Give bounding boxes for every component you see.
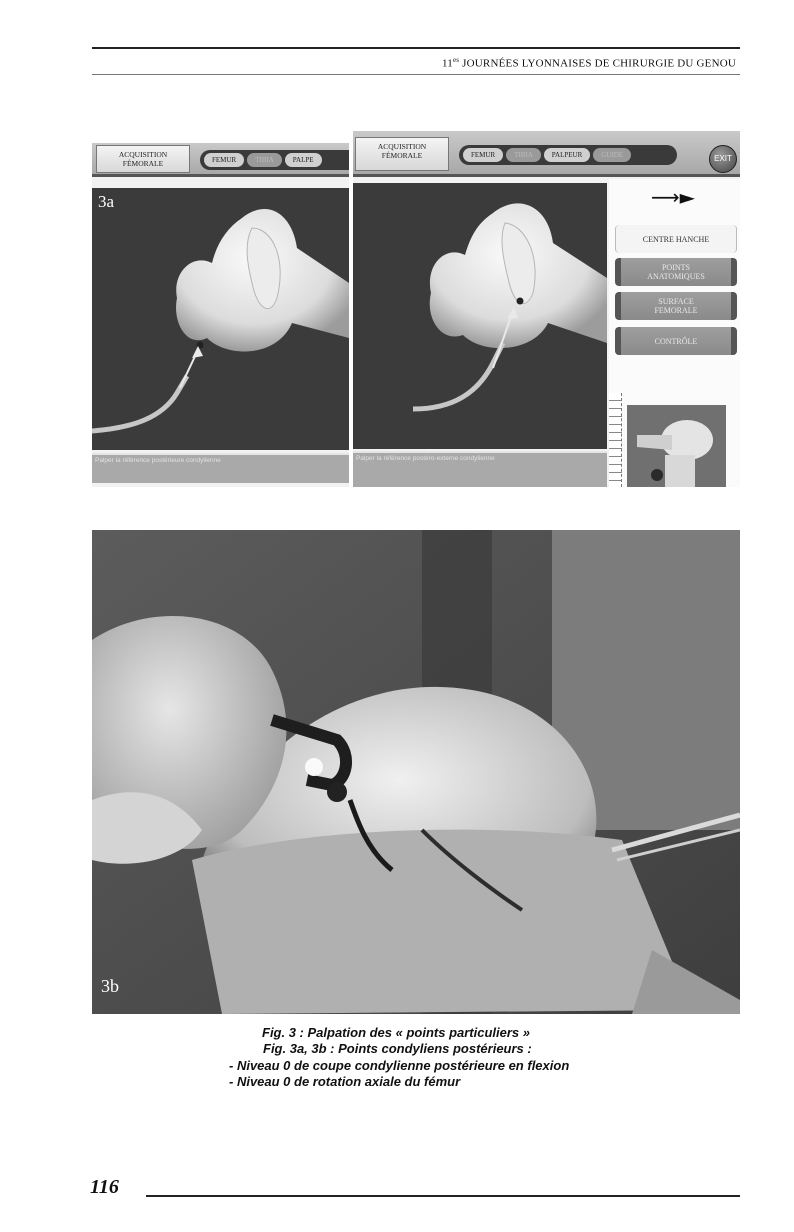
header-ordinal: 11 <box>441 57 453 70</box>
left-tab-femur[interactable]: FEMUR <box>204 153 244 167</box>
next-arrow-icon[interactable]: ⟶► <box>651 185 696 209</box>
right-side-panel <box>609 179 740 487</box>
left-tab-group <box>200 150 349 170</box>
depth-ruler <box>609 393 622 487</box>
palpeur-led <box>305 758 323 776</box>
centre-hanche-label: CENTRE HANCHE <box>642 234 710 244</box>
footer-rule <box>146 1195 740 1197</box>
right-tab-group <box>459 145 677 165</box>
surgical-tissue <box>192 830 692 1014</box>
exit-button[interactable]: EXIT <box>709 145 737 173</box>
left-3d-viewport <box>92 188 349 450</box>
surface-femorale-line1: SURFACE <box>658 297 694 306</box>
left-femur-render <box>92 188 349 450</box>
left-palpeur-probe <box>92 376 187 431</box>
patient-camera-thumbnail <box>627 405 726 487</box>
right-tab-palpeur[interactable]: PALPEUR <box>544 148 590 162</box>
left-acq-line1: ACQUISITION <box>118 150 168 159</box>
right-tab-guide[interactable]: GUIDE <box>593 148 631 162</box>
left-acq-line2: FÉMORALE <box>122 159 164 168</box>
right-status-bar: Palper la référence postéro-externe condylienne <box>353 451 607 487</box>
header-bottom-rule <box>92 74 740 75</box>
right-acquisition-label <box>355 137 449 171</box>
caption-line-1: Fig. 3 : Palpation des « points particuliers » <box>262 1025 531 1040</box>
left-toolbar <box>92 143 349 177</box>
surface-femorale-line2: FEMORALE <box>654 306 698 315</box>
controle-label: CONTRÔLE <box>654 336 698 346</box>
right-tab-femur[interactable]: FEMUR <box>463 148 503 162</box>
thumbnail-scene <box>627 405 726 487</box>
running-header <box>442 56 736 70</box>
right-acq-line1: ACQUISITION <box>377 142 427 151</box>
right-femur-render <box>353 183 607 449</box>
left-tab-tibia[interactable]: TIBIA <box>247 153 282 167</box>
figure-3b-photo <box>92 530 740 1014</box>
figure-3a-left-screen <box>92 143 349 487</box>
right-acq-line2: FÉMORALE <box>381 151 423 160</box>
figure-3b-label: 3b <box>101 976 119 996</box>
right-3d-viewport <box>353 183 607 449</box>
right-tab-tibia[interactable]: TIBIA <box>506 148 541 162</box>
page-number: 116 <box>90 1176 119 1198</box>
header-top-rule <box>92 47 740 49</box>
points-anatomiques-line1: POINTS <box>661 263 690 272</box>
right-toolbar <box>353 131 740 177</box>
points-anatomiques-line2: ANATOMIQUES <box>647 272 705 281</box>
centre-hanche-button[interactable] <box>615 225 737 253</box>
controle-button[interactable] <box>615 327 737 355</box>
surface-femorale-button[interactable] <box>615 292 737 320</box>
caption-line-2: Fig. 3a, 3b : Points condyliens postérieurs : <box>263 1041 532 1056</box>
intraoperative-scene <box>92 530 740 1014</box>
caption-line-4: - Niveau 0 de rotation axiale du fémur <box>229 1074 461 1089</box>
header-ordinal-suffix: es <box>452 56 460 64</box>
figure-3a-right-screen <box>353 131 740 487</box>
left-status-bar: Palper la référence postérieure condylienne <box>92 453 349 483</box>
caption-line-3: - Niveau 0 de coupe condylienne postérieure en flexion <box>229 1058 570 1073</box>
left-acquisition-label <box>96 145 190 173</box>
points-anatomiques-button[interactable] <box>615 258 737 286</box>
right-palpeur-probe <box>413 343 503 409</box>
figure-3a-label: 3a <box>98 192 115 211</box>
right-palpation-point <box>517 298 524 305</box>
left-tab-palpeur[interactable]: PALPE <box>285 153 322 167</box>
header-title: JOURNÉES LYONNAISES DE CHIRURGIE DU GENOU <box>462 57 736 70</box>
